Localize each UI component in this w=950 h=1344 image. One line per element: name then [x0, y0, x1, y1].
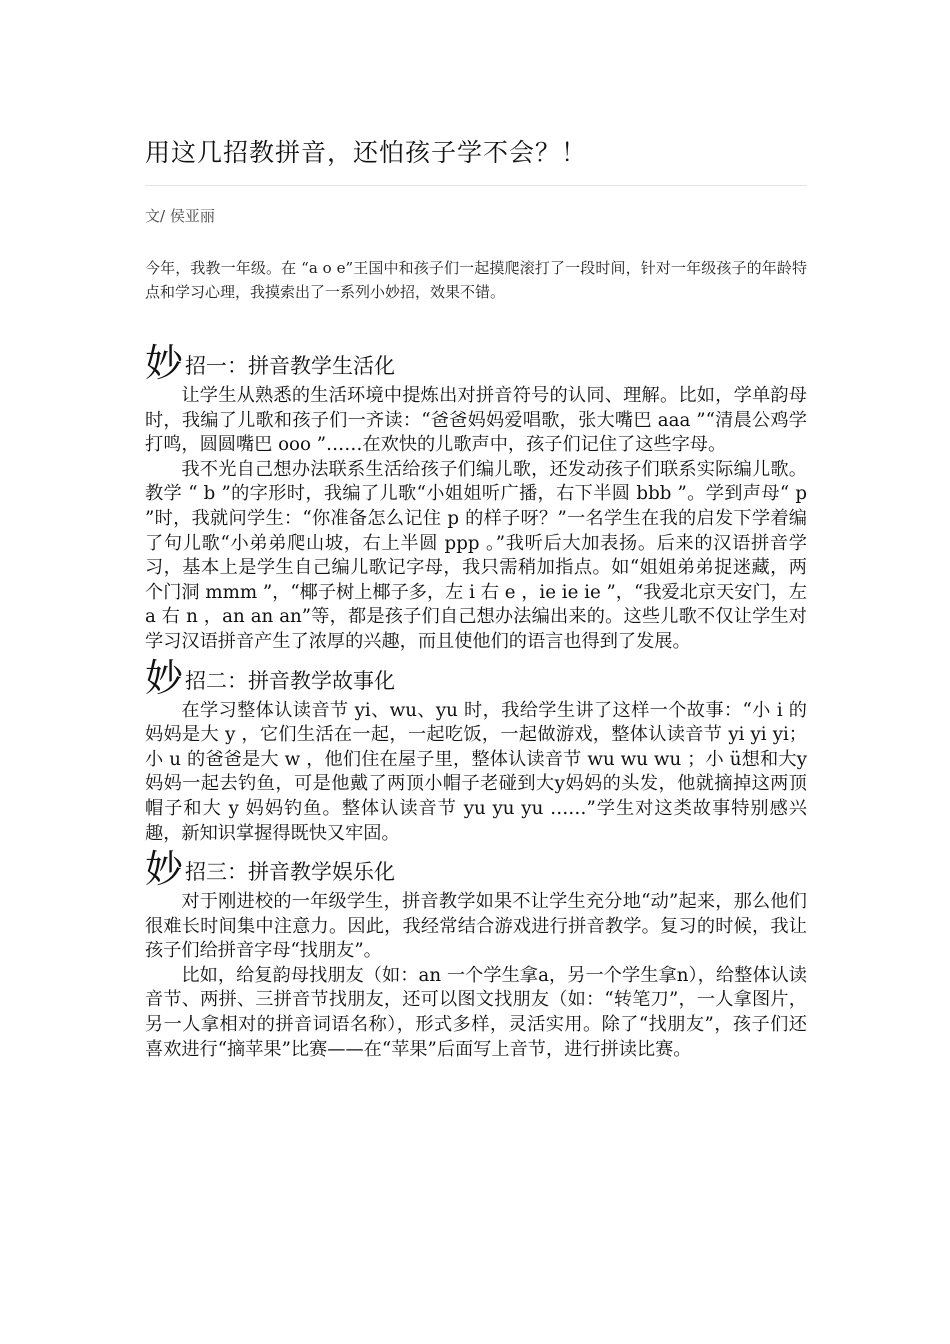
section-3 [145, 846, 807, 1062]
title-divider [145, 185, 807, 186]
section-heading-text: 招一：拼音教学生活化 [185, 354, 396, 378]
section-heading [145, 655, 807, 699]
body-paragraph: 我不光自己想办法联系生活给孩子们编儿歌，还发动孩子们联系实际编儿歌。教学 “ b ”的字形时，我编了儿歌“小姐姐听广播，右下半圆 bbb ”。学到声母“ p ”时，我就问学生：“你准备怎么记住 p 的样子呀？”一名学生在我的启发下学着编了句儿歌“小弟弟爬山坡，右上半圆 ppp 。”我听后大加表扬。后来的汉语拼音学习，基本上是学生自己编儿歌记字母，我只需稍加指点。如“姐姐弟弟捉迷藏，两个门洞 mmm ”，“椰子树上椰子多，左 i 右 e ，ie ie ie ”，“我爱北京天安门，左 a 右 n ，an an an”等，都是孩子们自己想办法编出来的。这些儿歌不仅让学生对学习汉语拼音产生了浓厚的兴趣，而且使他们的语言也得到了发展。 [145, 458, 807, 652]
drop-cap: 妙 [145, 847, 184, 892]
section-2 [145, 655, 807, 847]
author-line: 文/ 侯亚丽 [145, 207, 215, 225]
section-heading-text: 招三：拼音教学娱乐化 [185, 860, 396, 885]
drop-cap: 妙 [145, 655, 184, 700]
section-heading [145, 340, 807, 384]
drop-cap: 妙 [145, 341, 184, 385]
section-1 [145, 340, 807, 655]
body-paragraph: 让学生从熟悉的生活环境中提炼出对拼音符号的认同、理解。比如，学单韵母时，我编了儿歌和孩子们一齐读：“爸爸妈妈爱唱歌，张大嘴巴 aaa ”“清晨公鸡学打鸣，圆圆嘴巴 ooo ”……在欢快的儿歌声中，孩子们记住了这些字母。 [145, 385, 807, 456]
intro-paragraph: 今年，我教一年级。在 “a o e”王国中和孩子们一起摸爬滚打了一段时间，针对一年级孩子的年龄特点和学习心理，我摸索出了一系列小妙招，效果不错。 [145, 259, 807, 301]
body-paragraph: 在学习整体认读音节 yi、wu、yu 时，我给学生讲了这样一个故事：“小 i 的妈妈是大 y ，它们生活在一起，一起吃饭，一起做游戏，整体认读音节 yi yi yi；小 u 的爸爸是大 w ，他们住在屋子里，整体认读音节 wu wu wu ；小 ü想和大y妈妈一起去钓鱼，可是他戴了两顶小帽子老碰到大y妈妈的头发，他就摘掉这两顶帽子和大 y 妈妈钓鱼。整体认读音节 yu yu yu ……”学生对这类故事特别感兴趣，新知识掌握得既快又牢固。 [145, 699, 807, 844]
section-heading-text: 招二：拼音教学故事化 [185, 668, 396, 693]
section-heading [145, 846, 807, 890]
article [145, 0, 807, 1062]
body-paragraph: 对于刚进校的一年级学生，拼音教学如果不让学生充分地“动”起来，那么他们很难长时间集中注意力。因此，我经常结合游戏进行拼音教学。复习的时候，我让孩子们给拼音字母“找朋友”。 [145, 891, 807, 962]
body-paragraph: 比如，给复韵母找朋友（如：an 一个学生拿a，另一个学生拿n），给整体认读音节、两拼、三拼音节找朋友，还可以图文找朋友（如：“转笔刀”，一人拿图片，另一人拿相对的拼音词语名称），形式多样，灵活实用。除了“找朋友”，孩子们还喜欢进行“摘苹果”比赛——在“苹果”后面写上音节，进行拼读比赛。 [145, 964, 807, 1060]
article-title: 用这几招教拼音，还怕孩子学不会？！ [145, 138, 588, 167]
